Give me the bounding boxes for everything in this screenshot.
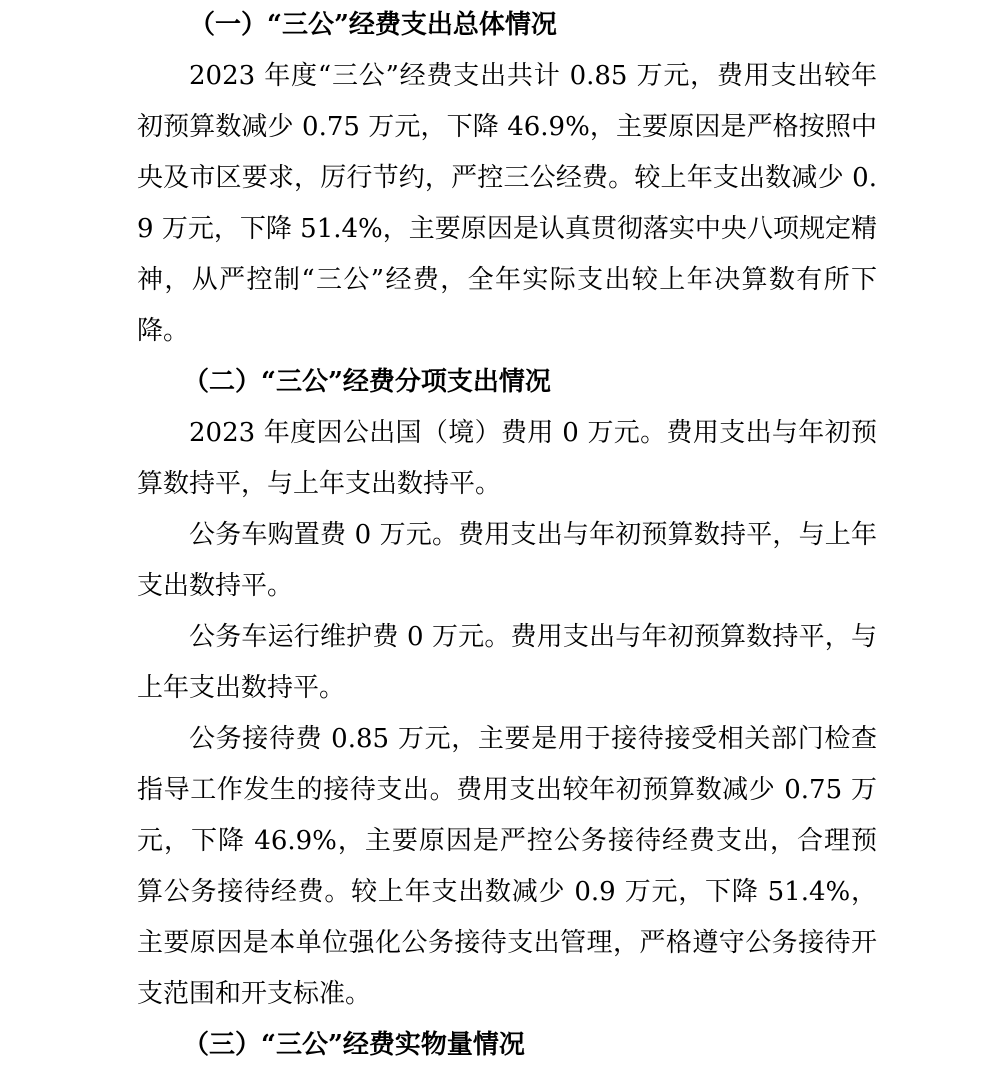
paragraph-abroad-expense: 2023 年度因公出国（境）费用 0 万元。费用支出与年初预算数持平，与上年支出数持平。 <box>137 418 877 499</box>
paragraph-overall-expenditure: 2023 年度“三公”经费支出共计 0.85 万元，费用支出较年初预算数减少 0.75 万元，下降 46.9%，主要原因是严格按照中央及市区要求，厉行节约，严控三公经费。较上年支出数减少 0.9 万元，下降 51.4%，主要原因是认真贯彻落实中央八项规定精神，从严控制“三公”经费，全年实际支出较上年决算数有所下降。 <box>137 61 877 346</box>
paragraph-reception-expense: 公务接待费 0.85 万元，主要是用于接待接受相关部门检查指导工作发生的接待支出。费用支出较年初预算数减少 0.75 万元，下降 46.9%，主要原因是严控公务接待经费支出，合理预算公务接待经费。较上年支出数减少 0.9 万元，下降 51.4%，主要原因是本单位强化公务接待支出管理，严格遵守公务接待开支范围和开支标准。 <box>137 724 877 1009</box>
heading-overall-expenditure: （一）“三公”经费支出总体情况 <box>189 10 557 40</box>
document-body <box>137 0 877 1071</box>
paragraph-vehicle-purchase: 公务车购置费 0 万元。费用支出与年初预算数持平，与上年支出数持平。 <box>137 520 877 601</box>
heading-itemized-expenditure: （二）“三公”经费分项支出情况 <box>183 367 551 397</box>
paragraph-vehicle-operation: 公务车运行维护费 0 万元。费用支出与年初预算数持平，与上年支出数持平。 <box>137 622 877 703</box>
heading-physical-quantity: （三）“三公”经费实物量情况 <box>183 1030 525 1060</box>
